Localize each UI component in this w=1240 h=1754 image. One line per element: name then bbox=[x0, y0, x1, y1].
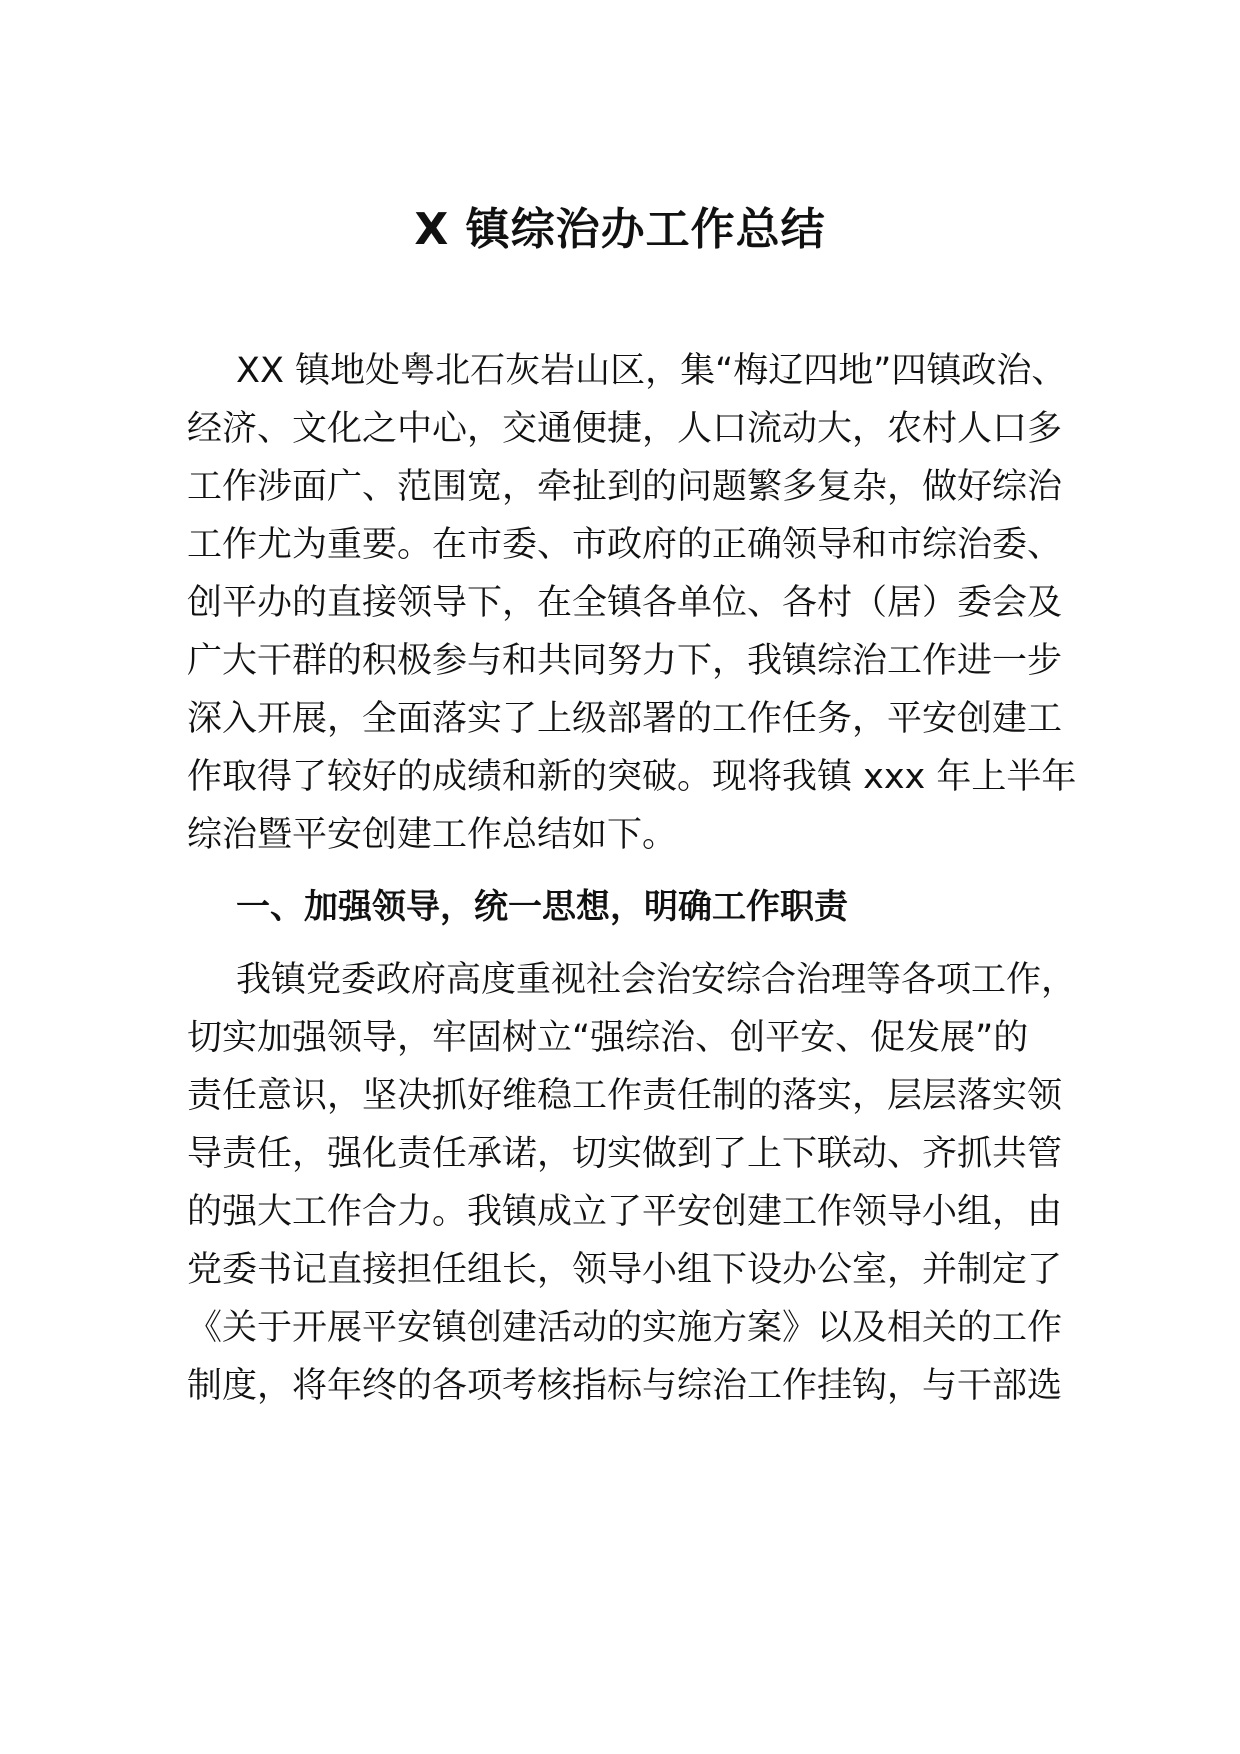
paragraph-line: 《关于开展平安镇创建活动的实施方案》以及相关的工作 bbox=[187, 1308, 1063, 1348]
paragraph-line: 导责任，强化责任承诺，切实做到了上下联动、齐抓共管 bbox=[187, 1134, 1063, 1174]
section-heading: 一、加强领导，统一思想，明确工作职责 bbox=[236, 887, 848, 927]
paragraph-line: 工作涉面广、范围宽，牵扯到的问题繁多复杂，做好综治 bbox=[187, 467, 1063, 507]
paragraph-line: 经济、文化之中心，交通便捷，人口流动大，农村人口多 bbox=[187, 409, 1063, 449]
paragraph-line: 切实加强领导，牢固树立“强综治、创平安、促发展”的 bbox=[187, 1018, 1029, 1058]
paragraph-line: 综治暨平安创建工作总结如下。 bbox=[187, 815, 678, 855]
paragraph-line: 的强大工作合力。我镇成立了平安创建工作领导小组，由 bbox=[187, 1192, 1063, 1232]
paragraph-line: 制度，将年终的各项考核指标与综治工作挂钩，与干部选 bbox=[187, 1366, 1063, 1406]
paragraph-line: 作取得了较好的成绩和新的突破。现将我镇 xxx 年上半年 bbox=[187, 757, 1077, 797]
paragraph-line: 深入开展，全面落实了上级部署的工作任务，平安创建工 bbox=[187, 699, 1063, 739]
paragraph-line: XX 镇地处粤北石灰岩山区，集“梅辽四地”四镇政治、 bbox=[236, 351, 1067, 391]
paragraph-line: 党委书记直接担任组长，领导小组下设办公室，并制定了 bbox=[187, 1250, 1063, 1290]
paragraph-line: 我镇党委政府高度重视社会治安综合治理等各项工作， bbox=[236, 960, 1077, 1000]
paragraph-line: 创平办的直接领导下，在全镇各单位、各村（居）委会及 bbox=[187, 583, 1063, 623]
paragraph-line: 广大干群的积极参与和共同努力下，我镇综治工作进一步 bbox=[187, 641, 1063, 681]
paragraph-line: 责任意识，坚决抓好维稳工作责任制的落实，层层落实领 bbox=[187, 1076, 1063, 1116]
document-title: X 镇综治办工作总结 bbox=[414, 204, 826, 255]
paragraph-line: 工作尤为重要。在市委、市政府的正确领导和市综治委、 bbox=[187, 525, 1063, 565]
